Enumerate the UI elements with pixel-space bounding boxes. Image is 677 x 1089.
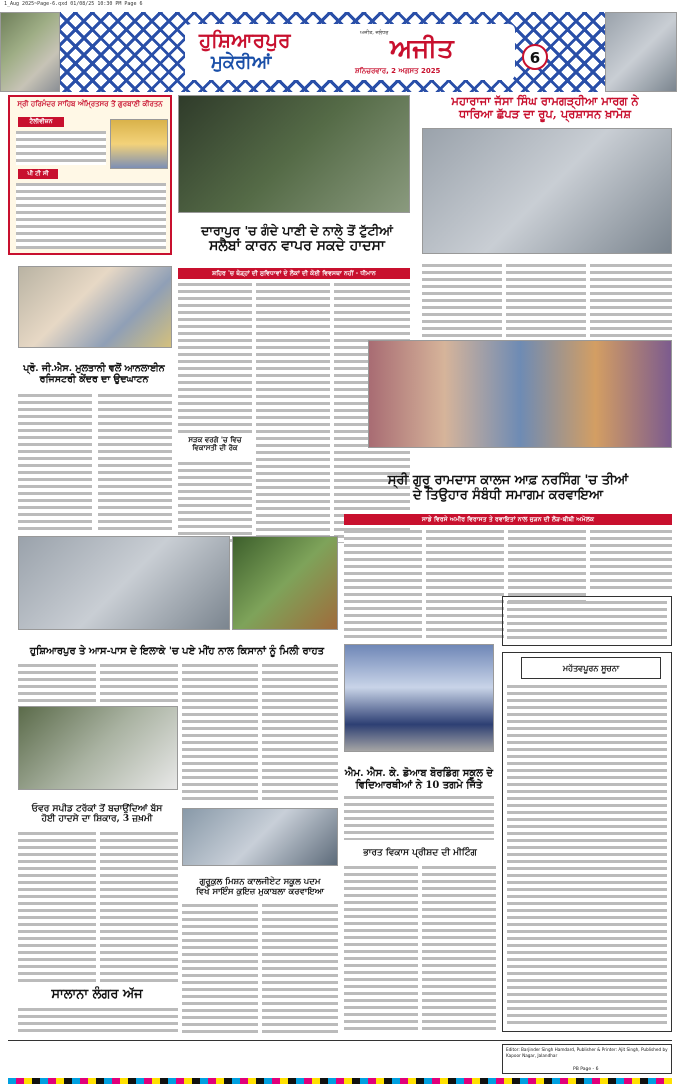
crop-field-photo [232, 536, 338, 630]
story5-headline: ਹੁਸ਼ਿਆਰਪੁਰ ਤੇ ਆਸ-ਪਾਸ ਦੇ ਇਲਾਕੇ 'ਚ ਪਏ ਮੀਂਹ ਨਾਲ ਕਿਸਾਨਾਂ ਨੂੰ ਮਿਲੀ ਰਾਹਤ [29, 646, 325, 657]
story9-text-col2 [422, 866, 496, 1034]
print-slug: 1_Aug 2025~Page-6.qxd 01/08/25 10:30 PM Page 6 [4, 1, 143, 7]
rain-street-photo [18, 536, 230, 630]
footer-rule [8, 1040, 672, 1041]
notice-body [507, 685, 667, 1025]
page-number: 6 [522, 44, 548, 70]
story1-inset-headline: ਸੜਕ ਵਰਗੇ 'ਚ ਵਿਚ ਵਿਕਾਸਤੀ ਦੀ ਰੋਕ [188, 435, 242, 453]
story1-subhead: ਸ਼ਹਿਰ 'ਚ ਥੋੜ੍ਹਾਂ ਦੀ ਸੁਵਿਧਾਵਾਂ ਦੇ ਲੋਕਾਂ ਦੀ ਕੋਈ ਵਿਵਸਥਾ ਨਹੀਂ - ਧੀਮਾਨ [178, 268, 410, 279]
page-label: PB Page - 6 [573, 1067, 599, 1072]
story8-text-col1 [182, 904, 258, 1034]
story1-text-col2 [256, 283, 330, 543]
public-notice-box [502, 596, 672, 646]
story7-text-col1 [18, 832, 96, 982]
bus-accident-photo [18, 706, 178, 790]
story4-text-col4 [590, 530, 672, 590]
issue-date: ਸ਼ਨਿਚਰਵਾਰ, 2 ਅਗਸਤ 2025 [355, 67, 441, 75]
students-medals-photo [344, 644, 494, 752]
story2-text-col2 [506, 264, 586, 338]
story10-text [18, 1008, 178, 1036]
masthead-panel [185, 24, 515, 80]
public-notice-text [507, 601, 667, 641]
flooded-road-photo [422, 128, 672, 254]
story8-text-col2 [262, 904, 338, 1034]
story3-text-col1 [18, 394, 92, 534]
region-subname: ਮੁਕੇਰੀਆਂ [211, 52, 272, 73]
story2-text-col3 [590, 264, 672, 338]
story4-text-col2 [426, 530, 504, 640]
story9-text-col1 [344, 866, 418, 1034]
ad-heading: ਸ੍ਰੀ ਹਰਿਮੰਦਰ ਸਾਹਿਬ ਅੰਮ੍ਰਿਤਸਰ ਤੋਂ ਗੁਰਬਾਣੀ ਕੀਰਤਨ [17, 100, 163, 108]
story4-text-col1 [344, 530, 422, 640]
gurbani-advertisement [8, 95, 172, 255]
paper-subtitle: ਅਜੀਤ, ਜਲੰਧਰ [360, 30, 389, 36]
registry-centre-photo [18, 266, 172, 348]
story7-text-col2 [100, 832, 178, 982]
region-name: ਹੁਸ਼ਿਆਰਪੁਰ [199, 28, 291, 52]
imprint-box [502, 1044, 672, 1074]
teej-festival-photo [368, 340, 672, 448]
rain-text-col3 [182, 664, 258, 804]
rain-text-col1 [18, 664, 96, 702]
quiz-photo [182, 808, 338, 866]
story8-headline: ਗੁਰੂਕੁਲ ਮਿਸ਼ਨ ਕਾਲਜੀਏਟ ਸਕੂਲ ਪਦਮ ਵਿਖੇ ਸਾਇੰਸ ਕੁਇਜ਼ ਮੁਕਾਬਲਾ ਕਰਵਾਇਆ [196, 877, 324, 897]
story3-text-col2 [98, 394, 172, 534]
story10-headline: ਸਾਲਾਨਾ ਲੰਗਰ ਅੱਜ [51, 987, 143, 1002]
paper-logo: ਅਜੀਤ [390, 34, 454, 64]
notice-heading: ਮਹੱਤਵਪੂਰਨ ਸੂਚਨਾ [521, 657, 661, 679]
story7-headline: ਓਵਰ ਸਪੀਡ ਟਰੱਕਾਂ ਤੋਂ ਬਚਾਉਂਦਿਆਂ ਬੱਸ ਹੋਈ ਹਾਦਸੇ ਦਾ ਸ਼ਿਕਾਰ, 3 ਜ਼ਖ਼ਮੀ [31, 804, 163, 825]
ad-text-1 [16, 131, 106, 165]
story3-headline: ਪ੍ਰੋ. ਜੀ.ਐਸ. ਮੁਲਤਾਨੀ ਵਲੋਂ ਆਨਲਾਈਨ ਰਜਿਸਟਰੀ ਕੇਂਦਰ ਦਾ ਉਦਘਾਟਨ [23, 363, 165, 385]
ad-text-2 [16, 183, 166, 249]
story4-subhead: ਸਾਡੇ ਵਿਰਸੇ ਅਮੀਰ ਵਿਰਾਸਤ ਤੇ ਰਵਾਇਤਾਂ ਨਾਲ ਜੁੜਨ ਦੀ ਲੋੜ-ਬੀਬੀ ਅਮੋਲਕ [344, 514, 672, 525]
rain-text-col4 [262, 664, 338, 804]
story1-text-col1 [178, 283, 252, 433]
story2-headline: ਮਹਾਰਾਜਾ ਜੱਸਾ ਸਿੰਘ ਰਾਮਗੜ੍ਹੀਆ ਮਾਰਗ ਨੇ ਧਾਰਿਆ ਛੱਪੜ ਦਾ ਰੂਪ, ਪ੍ਰਸ਼ਾਸਨ ਖ਼ਾਮੋਸ਼ [451, 94, 639, 122]
story4-headline: ਸ੍ਰੀ ਗੁਰੂ ਰਾਮਦਾਸ ਕਾਲਜ ਆਫ਼ ਨਰਸਿੰਗ 'ਚ ਤੀਆਂ ਦੇ ਤਿਉਹਾਰ ਸੰਬੰਧੀ ਸਮਾਗਮ ਕਰਵਾਇਆ [387, 473, 629, 503]
golden-temple-image [110, 119, 168, 169]
story1-text-col1b [178, 462, 252, 542]
drain-photo [178, 95, 410, 213]
color-registration-bar [8, 1078, 672, 1084]
story1-headline: ਦਾਰਾਪੁਰ 'ਚ ਗੰਦੇ ਪਾਣੀ ਦੇ ਨਾਲੇ ਤੋਂ ਟੁੱਟੀਆਂ ਸਲੈਬਾਂ ਕਾਰਨ ਵਾਪਰ ਸਕਦੇ ਹਾਦਸਾ [201, 223, 393, 255]
ad-label-ptc: ਪੀ ਟੀ ਸੀ [18, 169, 58, 179]
masthead-photo-right [605, 12, 677, 92]
masthead-photo [0, 12, 60, 92]
important-notice-box [502, 652, 672, 1032]
ad-label-tv: ਟੈਲੀਵੀਜ਼ਨ [18, 117, 64, 127]
story9-headline: ਭਾਰਤ ਵਿਕਾਸ ਪ੍ਰੀਸ਼ਦ ਦੀ ਮੀਟਿੰਗ [363, 848, 477, 858]
imprint-text: Editor: Barjinder Singh Hamdard, Publisher & Printer: Ajit Singh, Published by Kapoor Nagar, Jalandhar [506, 1047, 668, 1058]
story6-headline: ਐਮ. ਐਸ. ਕੇ. ਡੋਆਬ ਬੋਰਡਿੰਗ ਸਕੂਲ ਦੇ ਵਿਦਿਆਰਥੀਆਂ ਨੇ 10 ਤਗਮੇ ਜਿੱਤੇ [344, 768, 494, 791]
story6-text [344, 796, 494, 840]
story2-text-col1 [422, 264, 502, 338]
